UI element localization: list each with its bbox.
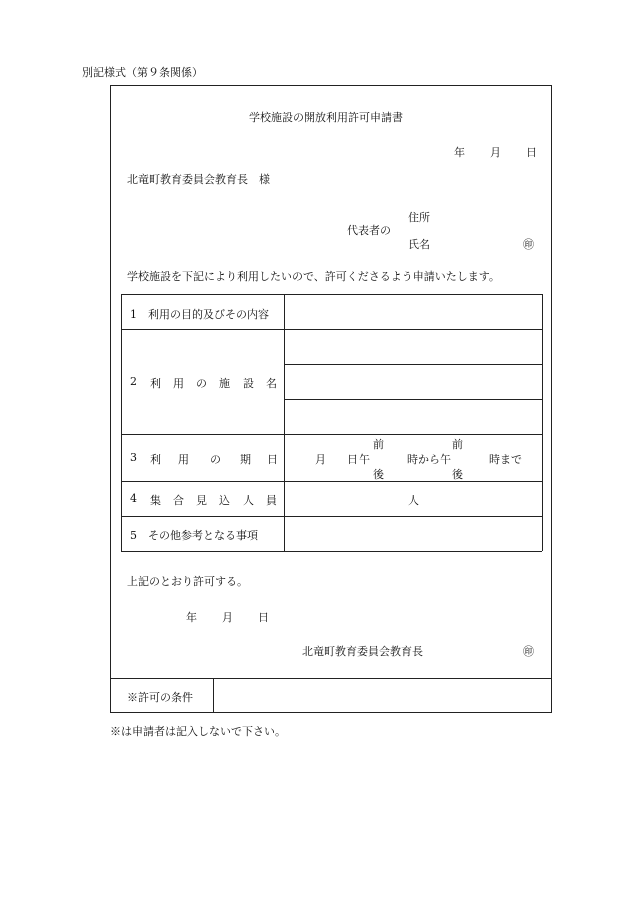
row-purpose-label: 1 利用の目的及びその内容 <box>130 308 269 321</box>
row-facility-num: 2 <box>130 375 137 388</box>
row-attendance-num: 4 <box>130 492 137 505</box>
row-attendance-char: 合 <box>173 494 184 507</box>
approval-text: 上記のとおり許可する。 <box>127 575 248 588</box>
row-period-char: 日 <box>267 453 278 466</box>
row-other-label: 5 その他参考となる事項 <box>130 529 258 542</box>
row-attendance-char: 見 <box>196 494 207 507</box>
approval-authority: 北竜町教育委員会教育長 <box>302 645 423 658</box>
row-period-char: の <box>210 453 221 466</box>
approval-seal: ㊞ <box>523 645 534 658</box>
row-period-char: 期 <box>240 453 251 466</box>
conditions-label: ※許可の条件 <box>127 691 193 704</box>
row-attendance-char: 人 <box>243 494 254 507</box>
attendance-unit: 人 <box>408 494 419 507</box>
period-pm-mid: 午 <box>359 453 370 466</box>
row-attendance-char: 員 <box>266 494 277 507</box>
row-attendance-char: 込 <box>219 494 230 507</box>
row-facility-char: 設 <box>243 377 254 390</box>
row-period-num: 3 <box>130 451 137 464</box>
period-am-top: 前 <box>373 438 384 451</box>
period-after2: 後 <box>452 468 463 481</box>
seal-mark: ㊞ <box>523 238 534 251</box>
period-month: 月 <box>315 453 326 466</box>
date-year-label: 年 <box>454 146 465 159</box>
row-facility-char: の <box>196 377 207 390</box>
approval-day: 日 <box>258 611 269 624</box>
representative-label: 代表者の <box>347 224 391 237</box>
name-label: 氏名 <box>408 238 430 251</box>
period-until: 時まで <box>489 453 522 466</box>
approval-year: 年 <box>186 611 197 624</box>
date-day-label: 日 <box>526 146 537 159</box>
row-facility-char: 用 <box>173 377 184 390</box>
period-day: 日 <box>347 453 358 466</box>
date-month-label: 月 <box>490 146 501 159</box>
row-period-char: 用 <box>178 453 189 466</box>
period-from: 時から午 <box>407 453 451 466</box>
page-title: 学校施設の開放利用許可申請書 <box>249 111 403 124</box>
period-am-top2: 前 <box>452 438 463 451</box>
address-label: 住所 <box>408 211 430 224</box>
request-text: 学校施設を下記により利用したいので、許可くださるよう申請いたします。 <box>127 270 500 283</box>
row-facility-char: 名 <box>266 377 277 390</box>
row-facility-char: 利 <box>150 377 161 390</box>
period-after1: 後 <box>373 468 384 481</box>
row-attendance-char: 集 <box>150 494 161 507</box>
footnote: ※は申請者は記入しないで下さい。 <box>110 725 286 738</box>
approval-month: 月 <box>222 611 233 624</box>
form-label: 別記様式（第９条関係） <box>82 66 203 79</box>
row-facility-char: 施 <box>219 377 230 390</box>
addressee: 北竜町教育委員会教育長 様 <box>127 173 270 186</box>
row-period-char: 利 <box>150 453 161 466</box>
